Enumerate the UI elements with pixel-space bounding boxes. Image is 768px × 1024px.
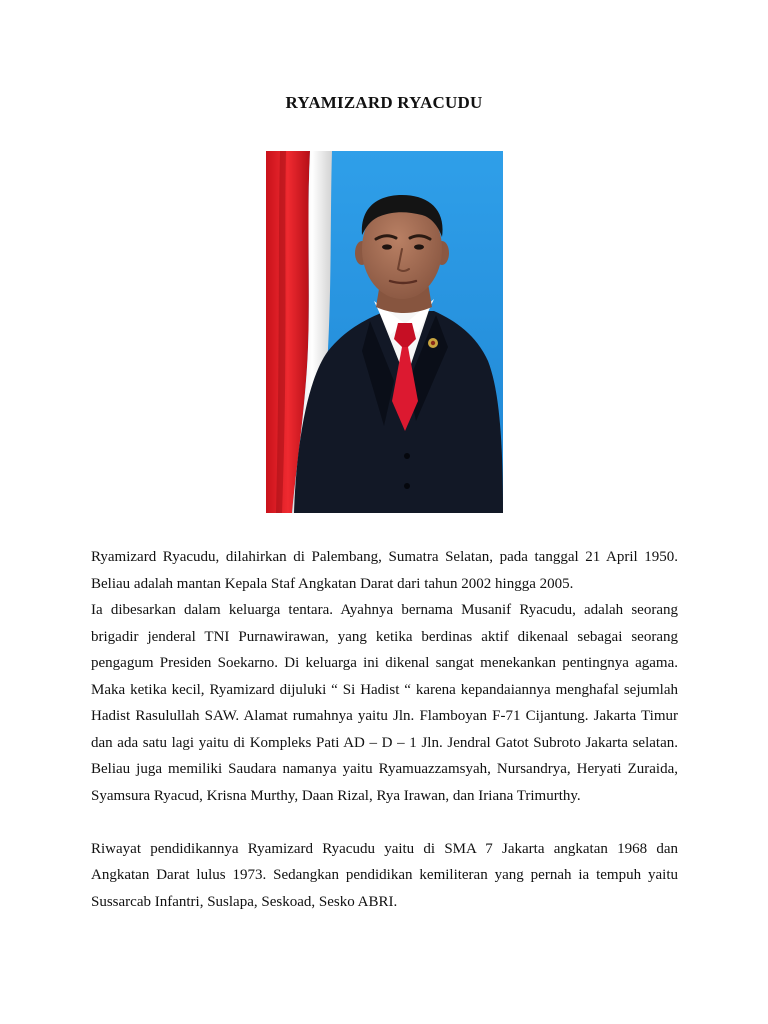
paragraph-1-line-2: Beliau adalah mantan Kepala Staf Angkatan Darat dari tahun 2002 hingga 2005. xyxy=(91,575,574,592)
paragraph-3-line-3: Sussarcab Infantri, Suslapa, Seskoad, Sesko ABRI. xyxy=(91,893,398,910)
paragraph-3-line-2: Angkatan Darat lulus 1973. Sedangkan pendidikan kemiliteran yang pernah ia tempuh yaitu xyxy=(91,867,678,883)
paragraph-2-line-4: Maka ketika kecil, Ryamizard dijuluki “ Si Hadist “ karena kepandaiannya menghafal sejumlah xyxy=(91,681,678,698)
paragraph-gap xyxy=(91,809,678,836)
document-title: RYAMIZARD RYACUDU xyxy=(285,93,483,112)
paragraph-2-line-6: dan ada satu lagi yaitu di Kompleks Pati AD – D – 1 Jln. Jendral Gatot Subroto Jakarta selatan. xyxy=(91,734,678,751)
paragraph-2-line-2: brigadir jenderal TNI Purnawirawan, yang ketika berdinas aktif dikenaal sebagai seorang xyxy=(91,628,678,645)
paragraph-2-line-5: Hadist Rasulullah SAW. Alamat rumahnya yaitu Jln. Flamboyan F-71 Cijantung. Jakarta Timur xyxy=(91,708,678,724)
paragraph-2-line-1: Ia dibesarkan dalam keluarga tentara. Ayahnya bernama Musanif Ryacudu, adalah seorang xyxy=(91,602,678,618)
portrait-photo xyxy=(266,151,503,513)
paragraph-3-line-1: Riwayat pendidikannya Ryamizard Ryacudu yaitu di SMA 7 Jakarta angkatan 1968 dan xyxy=(91,840,678,857)
paragraph-2-line-8: Syamsura Ryacud, Krisna Murthy, Daan Rizal, Rya Irawan, dan Iriana Trimurthy. xyxy=(91,787,581,804)
paragraph-2-line-7: Beliau juga memiliki Saudara namanya yaitu Ryamuazzamsyah, Nursandrya, Heryati Zuraida, xyxy=(91,761,678,777)
paragraph-1-line-1: Ryamizard Ryacudu, dilahirkan di Palembang, Sumatra Selatan, pada tanggal 21 April 1950. xyxy=(91,549,678,565)
biography-text xyxy=(91,544,678,915)
paragraph-2-line-3: pengagum Presiden Soekarno. Di keluarga ini dikenal sangat menekankan pentingnya agama. xyxy=(91,655,678,671)
